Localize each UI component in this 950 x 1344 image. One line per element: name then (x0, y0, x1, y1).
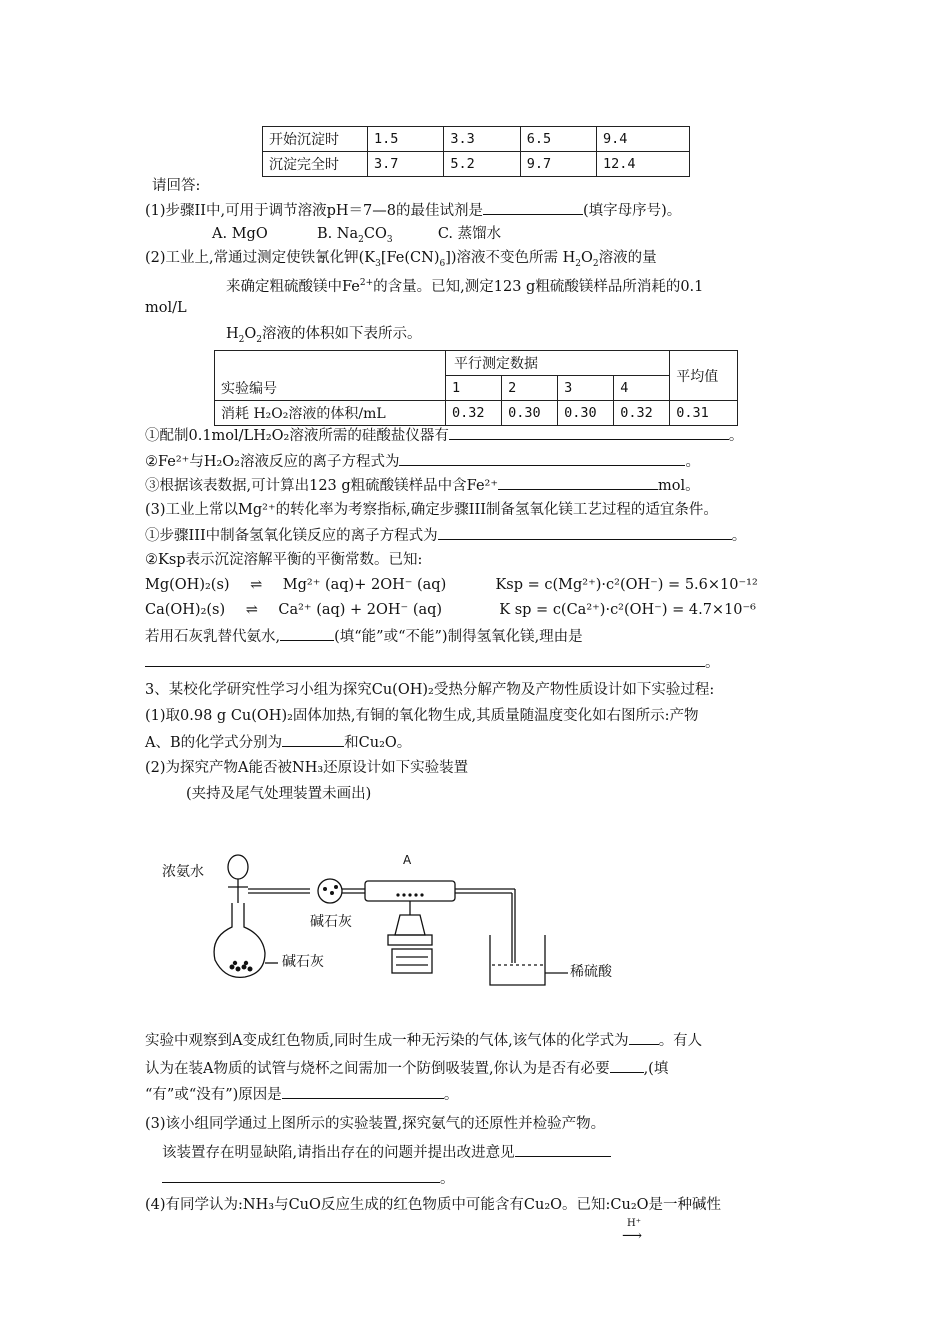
table-row (215, 401, 738, 426)
answer-blank[interactable] (449, 425, 729, 440)
arrow-right-icon: ⟶ (622, 1228, 643, 1244)
precipitation-ph-table (262, 126, 690, 177)
question-2-line4: $H_2O_2$溶液的体积如下表所示。 (226, 326, 422, 345)
table-cell: 6.5 (520, 127, 596, 152)
section-3-p3b: 该装置存在明显缺陷,请指出存在的问题并提出改进意见 (162, 1142, 611, 1163)
answer-blank[interactable] (399, 451, 685, 466)
table-header-group: 平行测定数据 (446, 351, 670, 376)
table-cell: 开始沉淀时 (263, 127, 368, 152)
answer-blank[interactable] (629, 1030, 659, 1045)
observation-1: 实验中观察到A变成红色物质,同时生成一种无污染的气体,该气体的化学式为 。有人 (145, 1030, 702, 1051)
label-soda-lime-tube: 碱石灰 (310, 914, 352, 930)
label-soda-lime-flask: 碱石灰 (282, 954, 324, 970)
arrow-label: H⁺ (627, 1218, 641, 1229)
question-3-2: ②Ksp表示沉淀溶解平衡的平衡常数。已知: (145, 552, 423, 568)
observation-3: “有”或“没有”)原因是 。 (145, 1084, 458, 1105)
option-b: B. $Na_2CO_3$ (316, 226, 393, 245)
table-cell: 12.4 (597, 152, 690, 177)
answer-blank[interactable] (162, 1168, 440, 1183)
answer-blank[interactable] (610, 1058, 644, 1073)
section-3-p3: (3)该小组同学通过上图所示的实验装置,探究氨气的还原性并检验产物。 (145, 1116, 606, 1132)
table-cell: 1.5 (368, 127, 444, 152)
observation-2: 认为在装A物质的试管与烧杯之间需加一个防倒吸装置,你认为是否有必要 ,(填 (145, 1058, 668, 1079)
alcohol-lamp-icon (395, 915, 425, 935)
drying-tube-icon (318, 879, 342, 903)
answer-blank[interactable] (282, 1084, 444, 1099)
table-cell: 消耗 H₂O₂溶液的体积/mL (215, 401, 446, 426)
reaction-tube-icon (365, 881, 455, 901)
table-cell: 3 (558, 376, 614, 401)
question-1 (145, 200, 681, 221)
table-cell: 实验编号 (215, 376, 446, 401)
table-cell: 1 (446, 376, 502, 401)
sub-question-1: ①配制0.1mol/LH₂O₂溶液所需的硅酸盐仪器有 。 (145, 425, 743, 446)
question-3-1: ①步骤III中制备氢氧化镁反应的离子方程式为 。 (145, 525, 746, 546)
table-cell: 3.3 (444, 127, 520, 152)
table-cell: 9.4 (597, 127, 690, 152)
section-3-p3c: 。 (162, 1168, 455, 1189)
table-cell: 沉淀完全时 (263, 152, 368, 177)
option-c: C. 蒸馏水 (437, 226, 502, 242)
table-cell: 2 (502, 376, 558, 401)
titration-table (214, 350, 738, 426)
section-3-p1b: A、B的化学式分别为 和Cu₂O。 (145, 732, 411, 753)
section-3-p2b: (夹持及尾气处理装置未画出) (186, 786, 372, 802)
equilibrium-mg: Mg(OH)₂(s) ⇌ Mg²⁺ (aq)+ 2OH⁻ (aq) Ksp = c(Mg²⁺)·c²(OH⁻) = 5.6×10⁻¹² (145, 577, 758, 593)
question-2-line1: (2)工业上,常通过测定使铁氰化钾$(K_3[Fe(CN)_6])$溶液不变色所需 $H_2O_2$溶液的量 (145, 250, 657, 269)
table-row (215, 376, 738, 401)
sub-question-3: ③根据该表数据,可计算出123 g粗硫酸镁样品中含Fe²⁺ mol。 (145, 475, 700, 496)
table-cell: 0.32 (614, 401, 670, 426)
question-3: (3)工业上常以Mg²⁺的转化率为考察指标,确定步骤III制备氢氧化镁工艺过程的适宜条件。 (145, 502, 718, 518)
answer-blank[interactable] (282, 732, 344, 747)
answer-blank[interactable] (515, 1142, 611, 1157)
equilibrium-arrow-icon: ⇌ (250, 577, 263, 593)
table-cell: 9.7 (520, 152, 596, 177)
option-a: A. MgO (212, 226, 268, 242)
section-3-p1: (1)取0.98 g Cu(OH)₂固体加热,有铜的氧化物生成,其质量随温度变化如右图所示:产物 (145, 708, 699, 724)
table-cell: 0.32 (446, 401, 502, 426)
answer-blank[interactable] (145, 652, 705, 667)
section-3-p4: (4)有同学认为:NH₃与CuO反应生成的红色物质中可能含有Cu₂O。已知:Cu₂O是一种碱性 (145, 1197, 722, 1213)
equilibrium-arrow-icon: ⇌ (245, 602, 258, 618)
table-cell: 0.31 (670, 401, 738, 426)
table-header-avg: 平均值 (670, 351, 738, 401)
table-row (215, 351, 738, 376)
equilibrium-ca: Ca(OH)₂(s) ⇌ Ca²⁺ (aq) + 2OH⁻ (aq) K sp = c(Ca²⁺)·c²(OH⁻) = 4.7×10⁻⁶ (145, 602, 756, 618)
label-dilute-acid: 稀硫酸 (570, 964, 612, 980)
table-cell: 0.30 (502, 401, 558, 426)
table-row (263, 152, 690, 177)
apparatus-diagram (160, 845, 630, 995)
table-cell (215, 351, 446, 376)
lime-answer-line: 。 (145, 652, 720, 673)
table-cell: 5.2 (444, 152, 520, 177)
label-a: A (403, 853, 412, 867)
section-3-title: 3、某校化学研究性学习小组为探究Cu(OH)₂受热分解产物及产物性质设计如下实验过程: (145, 682, 715, 698)
options-line (212, 224, 501, 250)
answer-blank[interactable] (438, 525, 732, 540)
question-1-text: (1)步骤II中,可用于调节溶液pH＝7—8的最佳试剂是 (145, 203, 483, 219)
round-flask-icon (214, 903, 265, 977)
label-ammonia: 浓氨水 (162, 864, 204, 880)
answer-blank[interactable] (498, 475, 658, 490)
answer-blank[interactable] (483, 200, 583, 215)
dropping-funnel-icon (228, 855, 248, 879)
sub-question-2: ②Fe²⁺与H₂O₂溶液反应的离子方程式为 。 (145, 451, 700, 472)
table-cell: 0.30 (558, 401, 614, 426)
question-2-line3: mol/L (145, 300, 187, 316)
table-row (263, 127, 690, 152)
reaction-arrow (622, 1218, 646, 1242)
please-answer: 请回答: (152, 178, 201, 194)
section-3-p2: (2)为探究产物A能否被NH₃还原设计如下实验装置 (145, 760, 469, 776)
question-2-line2: 来确定粗硫酸镁中$Fe^{2+}$的含量。已知,测定123 g粗硫酸镁样品所消耗的0.1 (226, 278, 704, 295)
stand-icon (392, 949, 432, 973)
beaker-icon (490, 935, 545, 985)
table-cell: 3.7 (368, 152, 444, 177)
answer-blank[interactable] (280, 626, 334, 641)
question-1-tail: (填字母序号)。 (582, 203, 682, 219)
lime-question: 若用石灰乳替代氨水, (填“能”或“不能”)制得氢氧化镁,理由是 (145, 626, 583, 647)
table-cell: 4 (614, 376, 670, 401)
